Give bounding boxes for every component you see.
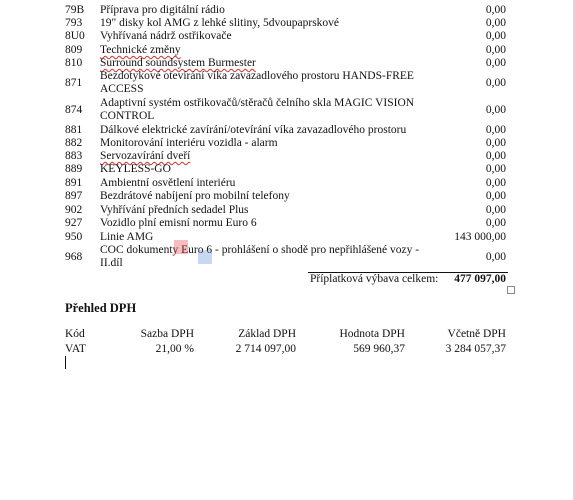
item-code: 793 [65, 17, 83, 29]
item-price: 0,00 [485, 217, 506, 229]
vat-row-code: VAT [65, 343, 86, 355]
item-description: Adaptivní systém ostřikovačů/stěračů čelního skla MAGIC VISION CONTROL [100, 97, 415, 122]
item-description: Vyhřívaná nádrž ostřikovače [100, 30, 232, 42]
vat-header-total: Včetně DPH [447, 328, 506, 340]
item-code: 897 [65, 190, 83, 202]
item-code: 891 [65, 177, 83, 189]
vat-row-total: 3 284 057,37 [445, 343, 506, 355]
item-price: 0,00 [485, 44, 506, 56]
item-price: 143 000,00 [454, 231, 506, 243]
item-code: 809 [65, 44, 83, 56]
item-code: 950 [65, 231, 83, 243]
table-anchor-handle[interactable] [507, 286, 515, 294]
item-code: 881 [65, 124, 83, 136]
vat-header-rate: Sazba DPH [140, 328, 194, 340]
watermark-logo-icon [172, 236, 214, 268]
vat-header-base: Základ DPH [238, 328, 296, 340]
vat-row-rate: 21,00 % [155, 343, 194, 355]
item-description: Bezdrátové nabíjení pro mobilní telefony [100, 190, 290, 202]
item-description: Servozavírání dveří [100, 150, 191, 162]
item-description: Monitorování interiéru vozidla - alarm [100, 137, 278, 149]
total-value: 477 097,00 [454, 273, 506, 285]
item-description: Surround soundsystem Burmester [100, 57, 256, 69]
item-price: 0,00 [485, 30, 506, 42]
item-description: Bezdotykové otevírání víka zavazadlového prostoru HANDS-FREE ACCESS [100, 70, 414, 95]
item-code: 874 [65, 104, 83, 116]
item-description: COC dokumenty Euro 6 - prohlášení o shodě pro nepřihlášené vozy - II.díl [100, 244, 420, 269]
item-description: Příprava pro digitální rádio [100, 4, 225, 16]
item-code: 8U0 [65, 30, 85, 42]
item-price: 0,00 [485, 124, 506, 136]
item-code: 810 [65, 57, 83, 69]
item-price: 0,00 [485, 204, 506, 216]
item-description: Vyhřívání předních sedadel Plus [100, 204, 249, 216]
vat-header-amount: Hodnota DPH [339, 328, 405, 340]
item-code: 882 [65, 137, 83, 149]
item-description: KEYLESS-GO [100, 163, 171, 175]
item-price: 0,00 [485, 4, 506, 16]
vat-row-amount: 569 960,37 [353, 343, 405, 355]
item-code: 902 [65, 204, 83, 216]
vat-row-base: 2 714 097,00 [235, 343, 296, 355]
item-price: 0,00 [485, 104, 506, 116]
item-price: 0,00 [485, 163, 506, 175]
item-description: Dálkové elektrické zavírání/otevírání víka zavazadlového prostoru [100, 124, 407, 136]
item-code: 968 [65, 251, 83, 263]
item-code: 871 [65, 77, 83, 89]
item-description: 19" disky kol AMG z lehké slitiny, 5dvoupaprskové [100, 17, 340, 29]
item-price: 0,00 [485, 150, 506, 162]
item-description: Ambientní osvětlení interiéru [100, 177, 236, 189]
item-price: 0,00 [485, 137, 506, 149]
item-code: 79B [65, 4, 85, 16]
item-code: 889 [65, 163, 83, 175]
item-price: 0,00 [485, 17, 506, 29]
item-price: 0,00 [485, 57, 506, 69]
item-description: Vozidlo plní emisní normu Euro 6 [100, 217, 257, 229]
total-label: Příplatková výbava celkem: [310, 273, 439, 285]
item-code: 883 [65, 150, 83, 162]
item-price: 0,00 [485, 251, 506, 263]
item-price: 0,00 [485, 190, 506, 202]
item-code: 927 [65, 217, 83, 229]
item-description: Technické změny [100, 44, 181, 56]
text-cursor[interactable] [65, 356, 66, 369]
item-price: 0,00 [485, 177, 506, 189]
item-price: 0,00 [485, 77, 506, 89]
vat-header-code: Kód [65, 328, 85, 340]
vat-section-title: Přehled DPH [65, 301, 137, 315]
item-description: Linie AMG [100, 231, 154, 243]
